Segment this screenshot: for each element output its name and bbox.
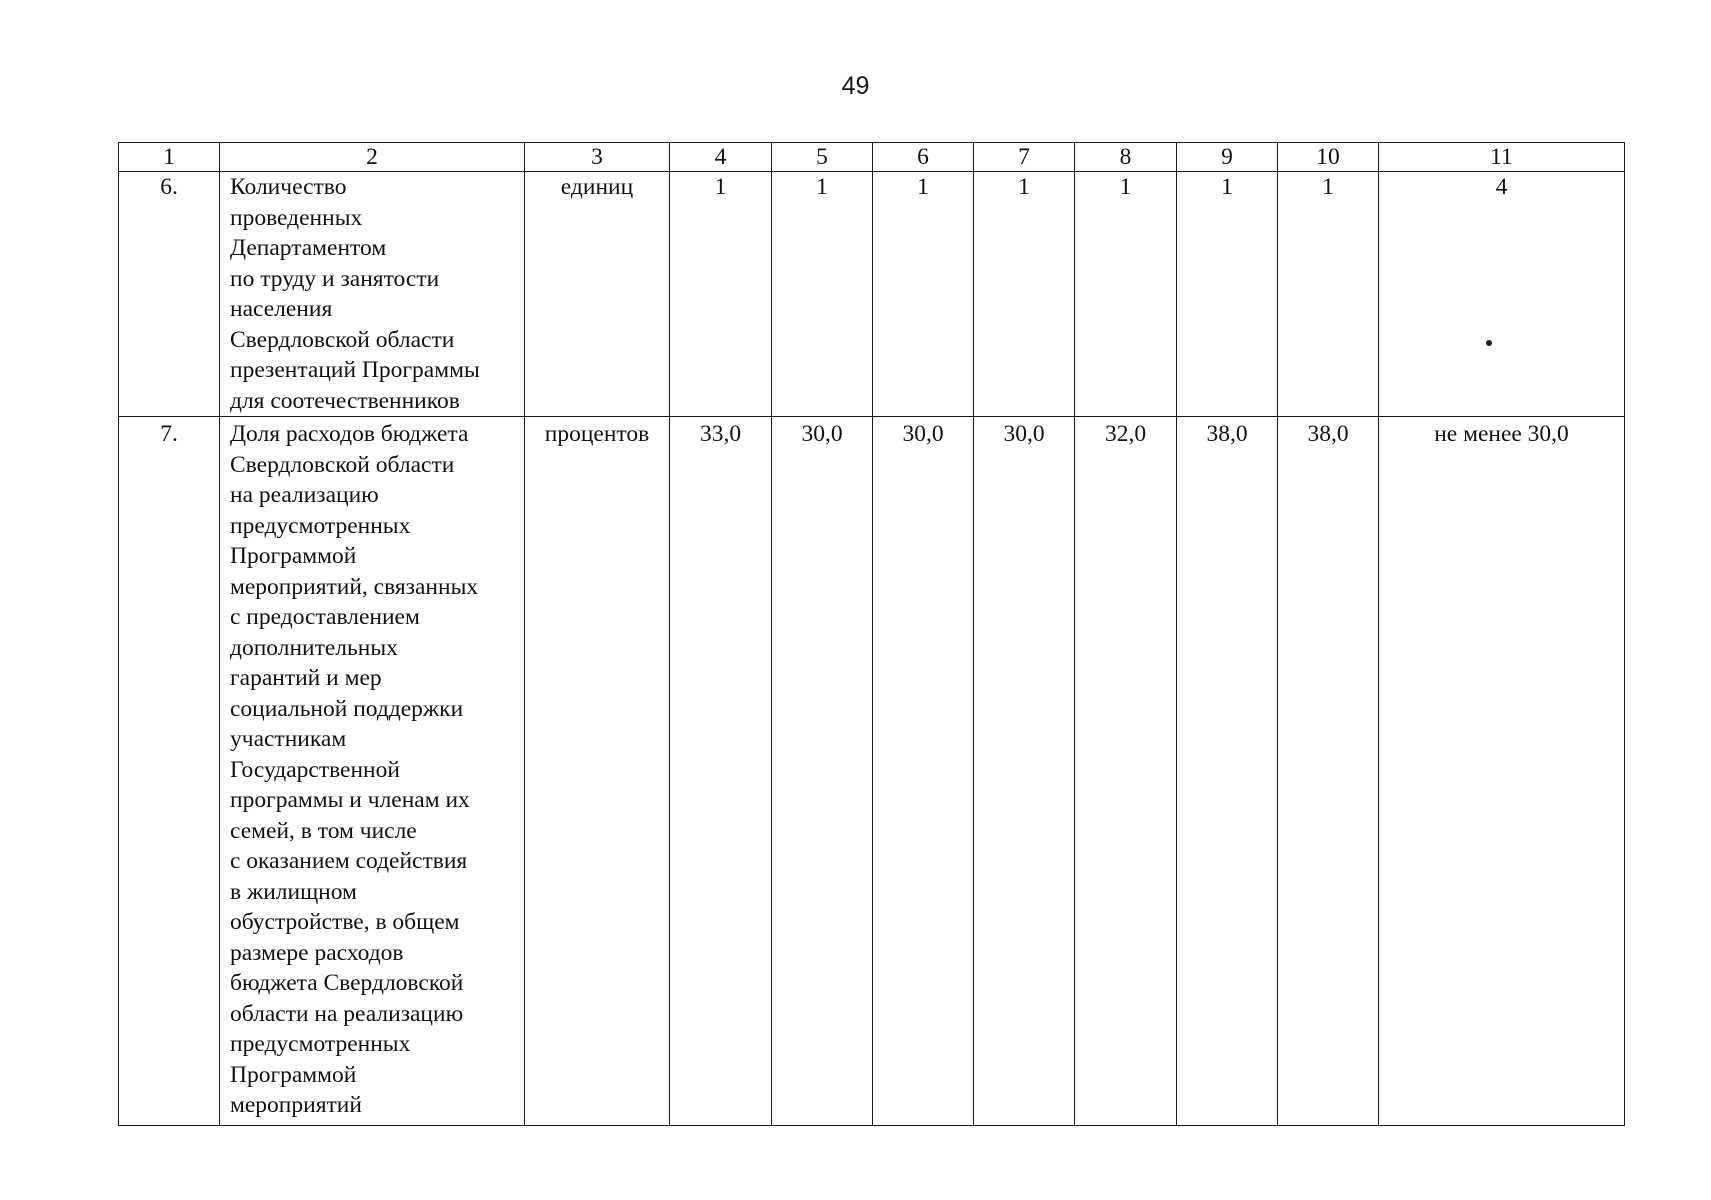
value-cell: 1 [670, 172, 772, 417]
indicator-name [220, 417, 525, 1126]
indicator-name-line: мероприятий, связанных [230, 573, 479, 600]
unit-cell: единиц [525, 172, 670, 417]
indicator-name-line: области на реализацию [230, 1000, 464, 1027]
indicator-name-line: бюджета Свердловской [230, 970, 464, 996]
indicator-name-line: мероприятий [230, 1092, 362, 1118]
value-cell: 1 [873, 172, 974, 417]
value-cell: 30,0 [772, 417, 873, 1126]
indicator-name-line: на реализацию [230, 482, 379, 508]
column-header: 1 [119, 143, 220, 172]
indicator-name-line: Программой [230, 543, 357, 569]
indicator-name-line: семей, в том числе [230, 817, 417, 844]
column-header: 6 [873, 143, 974, 172]
column-header: 10 [1278, 143, 1379, 172]
value-cell: 1 [1177, 172, 1278, 417]
indicator-name-line: социальной поддержки [230, 695, 464, 722]
value-cell: 30,0 [873, 417, 974, 1126]
indicator-name-line: населения [230, 296, 333, 322]
value-cell: 4 [1379, 172, 1625, 417]
column-header: 8 [1075, 143, 1177, 172]
value-cell: 38,0 [1177, 417, 1278, 1126]
column-header: 2 [220, 143, 525, 172]
column-header: 3 [525, 143, 670, 172]
indicator-name-line: размере расходов [230, 939, 404, 966]
value-cell: 38,0 [1278, 417, 1379, 1126]
table-header-row [119, 143, 1625, 172]
indicator-name-line: в жилищном [230, 878, 357, 905]
indicator-name-line: Свердловской области [230, 326, 455, 353]
indicators-table [118, 142, 1625, 1126]
indicator-name-line: для соотечественников [230, 387, 460, 414]
indicator-name-line: с оказанием содействия [230, 848, 468, 874]
indicator-name-line: программы и членам их [230, 787, 470, 813]
value-cell: 30,0 [974, 417, 1075, 1126]
indicator-name-line: гарантий и мер [230, 665, 382, 691]
indicator-name-line: Доля расходов бюджета [230, 421, 469, 447]
column-header: 7 [974, 143, 1075, 172]
indicator-name-line: Государственной [230, 756, 400, 783]
indicator-name-line: по труду и занятости [230, 265, 440, 292]
indicator-name-line: Количество [230, 174, 347, 200]
row-number: 7. [119, 417, 220, 1126]
value-cell: 1 [974, 172, 1075, 417]
column-header: 9 [1177, 143, 1278, 172]
indicator-name-line: участникам [230, 726, 347, 752]
column-header: 5 [772, 143, 873, 172]
indicator-name-line: дополнительных [230, 634, 398, 661]
page-number: 49 [841, 72, 870, 100]
column-header: 11 [1379, 143, 1625, 172]
value-cell: 1 [772, 172, 873, 417]
value-cell: 1 [1278, 172, 1379, 417]
value-cell: 32,0 [1075, 417, 1177, 1126]
indicator-name-line: Программой [230, 1061, 357, 1088]
unit-cell: процентов [525, 417, 670, 1126]
value-cell: 33,0 [670, 417, 772, 1126]
indicator-name-line: проведенных [230, 204, 363, 231]
table-row [119, 417, 1625, 1126]
scan-speck [1486, 340, 1492, 346]
table-row [119, 172, 1625, 417]
indicator-name-line: предусмотренных [230, 1031, 411, 1057]
indicator-name-line: Департаментом [230, 235, 387, 261]
indicator-name-line: презентаций Программы [230, 357, 480, 383]
indicator-name-line: Свердловской области [230, 451, 455, 478]
row-number: 6. [119, 172, 220, 417]
indicator-name-line: предусмотренных [230, 512, 411, 539]
indicator-name [220, 172, 525, 417]
column-header: 4 [670, 143, 772, 172]
value-cell: не менее 30,0 [1379, 417, 1625, 1126]
indicator-name-line: с предоставлением [230, 604, 420, 630]
value-cell: 1 [1075, 172, 1177, 417]
indicator-name-line: обустройстве, в общем [230, 909, 460, 935]
